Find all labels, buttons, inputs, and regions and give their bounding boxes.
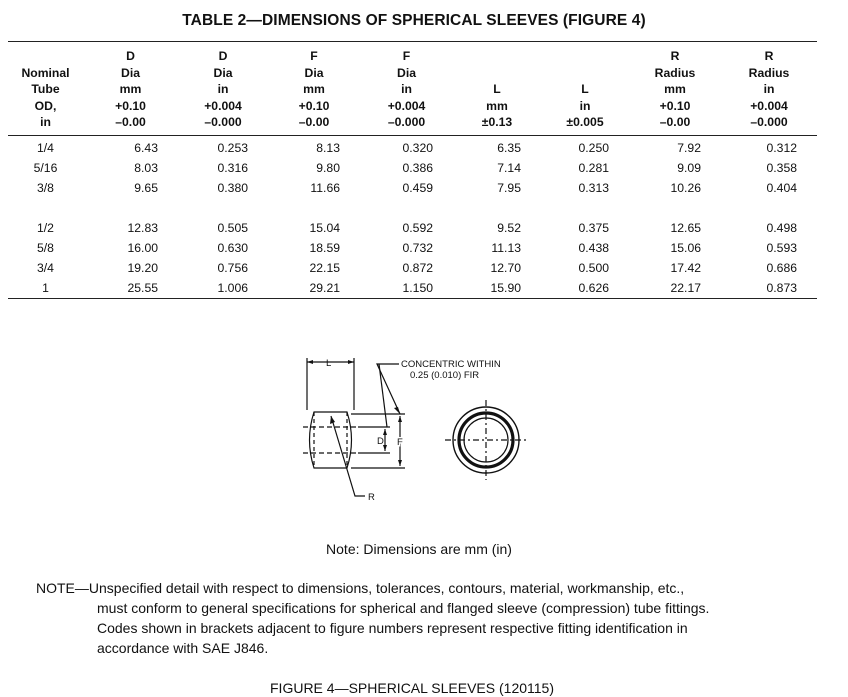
column-header-line: L [581,82,589,96]
dimension-cell: 8.03 [134,160,158,175]
column-header-line: Radius [654,65,696,80]
table-row [8,278,817,299]
concentric-text-line1: CONCENTRIC WITHIN [401,359,501,370]
table-row [8,238,817,258]
column-header-line: +0.10 [115,98,146,113]
l-arrowhead-right [348,360,354,364]
tube-size-cell: 1/4 [37,140,54,155]
column-header-line: –0.00 [298,115,330,129]
figure-caption: FIGURE 4—SPHERICAL SLEEVES (120115) [270,680,554,696]
column-header-line: in [401,82,412,96]
f-arrowhead-bottom [398,460,402,466]
concentric-leader-inner [379,364,387,427]
dimension-cell: 0.626 [578,280,609,295]
label-f: F [397,437,403,448]
label-r: R [368,492,375,503]
dimension-cell: 0.386 [402,160,433,175]
dimension-cell: 25.55 [127,280,158,295]
dimension-cell: 0.498 [766,220,797,235]
dimension-cell: 16.00 [127,240,158,255]
dimension-cell: 6.43 [134,140,158,155]
column-header-line: mm [486,98,508,113]
dimension-cell: 0.313 [578,180,609,195]
column-header-line: Nominal [21,65,70,80]
column-header-line: F [310,49,318,63]
column-header-line: +0.004 [204,98,242,113]
dimension-cell: 0.505 [217,220,248,235]
dimensions-table [8,41,817,299]
dimension-cell: 0.375 [578,220,609,235]
column-header-line: +0.004 [750,98,788,113]
dimension-cell: 11.66 [310,180,340,195]
column-header-line: –0.000 [204,115,242,129]
column-header-line: +0.10 [659,98,691,113]
dimension-cell: 15.04 [309,220,340,235]
column-header [453,42,541,136]
group-spacer-cell [8,198,817,218]
f-arrowhead-top [398,416,402,422]
column-header [83,42,178,136]
column-header-line: Dia [304,65,324,80]
table-title: TABLE 2—DIMENSIONS OF SPHERICAL SLEEVES (FIGURE 4) [182,12,646,29]
spherical-sleeve-figure [295,350,545,510]
column-header [268,42,360,136]
column-header-line: +0.10 [298,98,330,113]
tube-size-cell: 3/4 [37,260,54,275]
label-l: L [326,358,332,369]
column-header-line: L [493,82,501,96]
dimension-cell: 22.15 [309,260,340,275]
column-header-line: –0.00 [115,115,146,129]
table-body [8,135,817,298]
general-note [36,578,833,658]
table-row [8,158,817,178]
dimension-cell: 15.90 [490,280,521,295]
dimension-cell: 0.404 [766,180,797,195]
dimension-cell: 6.35 [497,140,521,155]
dimension-cell: 0.592 [402,220,433,235]
dimension-cell: 0.380 [217,180,248,195]
general-note-line: Codes shown in brackets adjacent to figure numbers represent respective fitting identification in [97,620,688,636]
general-note-line: accordance with SAE J846. [97,640,269,656]
column-header [721,42,817,136]
dimension-cell: 9.80 [316,160,340,175]
dimension-cell: 19.20 [127,260,158,275]
dimension-cell: 0.756 [217,260,248,275]
dimension-cell: 10.26 [670,180,701,195]
label-d: D [377,436,384,447]
column-header-line: –0.000 [387,115,426,129]
dimension-cell: 0.250 [578,140,609,155]
column-header-line: F [402,49,411,63]
dimension-cell: 9.52 [497,220,521,235]
tube-size-cell: 1/2 [37,220,54,235]
dimension-cell: 0.630 [217,240,248,255]
column-header-line: Dia [397,65,416,80]
dimension-cell: 17.42 [670,260,701,275]
column-header [541,42,629,136]
column-header-line: –0.000 [750,115,788,129]
column-header-line: in [763,82,775,96]
column-header-line: R [764,49,774,63]
dimension-cell: 0.686 [766,260,797,275]
dimension-cell: 0.593 [766,240,797,255]
dimension-cell: 8.13 [316,140,340,155]
dimension-cell: 29.21 [309,280,340,295]
table-row [8,135,817,158]
tube-size-cell: 5/8 [37,240,54,255]
column-header-line: mm [303,82,325,96]
dimension-cell: 1.006 [217,280,248,295]
column-header [178,42,268,136]
tube-size-cell: 3/8 [37,180,54,195]
dimension-cell: 15.06 [670,240,701,255]
dimension-cell: 12.83 [127,220,158,235]
column-header-line: OD, [34,98,57,113]
concentric-text-line2: 0.25 (0.010) FIR [410,370,480,381]
dimension-cell: 7.14 [497,160,521,175]
radius-leader [331,416,365,496]
column-header-line: D [218,49,228,63]
column-header-line: ±0.005 [566,115,604,129]
dimension-cell: 22.17 [670,280,701,295]
dimension-cell: 0.358 [766,160,797,175]
dimension-cell: 11.13 [491,240,521,255]
dimension-cell: 1.150 [402,280,433,295]
column-header-line: Dia [121,65,140,80]
table-row [8,218,817,238]
column-header-line: in [217,82,229,96]
dimension-cell: 0.253 [217,140,248,155]
column-header [360,42,453,136]
dimension-cell: 12.65 [670,220,701,235]
column-header-line: +0.004 [387,98,426,113]
group-spacer-row [8,198,817,218]
column-header-line: ±0.13 [481,115,513,129]
column-header-line: Dia [213,65,233,80]
dimension-cell: 7.92 [677,140,701,155]
d-arrowhead-top [383,429,387,435]
table-row [8,178,817,198]
column-header-line: R [670,49,680,63]
dimensions-note: Note: Dimensions are mm (in) [326,541,512,557]
table-header-row [8,42,817,136]
dimension-cell: 12.70 [490,260,521,275]
dimension-cell: 0.459 [402,180,433,195]
dimension-cell: 0.873 [766,280,797,295]
column-header-line: D [126,49,135,63]
dimension-cell: 0.872 [402,260,433,275]
dimension-cell: 0.732 [402,240,433,255]
table-row [8,258,817,278]
tube-size-cell: 1 [42,280,49,295]
column-header [629,42,721,136]
dimension-cell: 0.438 [578,240,609,255]
dimension-cell: 9.65 [134,180,158,195]
dimension-cell: 7.95 [497,180,521,195]
column-header [8,42,83,136]
column-header-line: mm [664,82,686,96]
column-header-line: in [40,115,51,129]
column-header-line: Tube [31,82,60,96]
general-note-line: NOTE—Unspecified detail with respect to dimensions, tolerances, contours, material, workmanship, etc., [36,580,685,596]
dimension-cell: 18.59 [309,240,340,255]
concentric-arrowhead [394,407,400,414]
tube-size-cell: 5/16 [33,160,58,175]
dimension-cell: 0.500 [578,260,609,275]
column-header-line: Radius [748,65,790,80]
dimension-cell: 9.09 [677,160,701,175]
general-note-line: must conform to general specifications for spherical and flanged sleeve (compression) tube fittings. [97,600,710,616]
column-header-line: –0.00 [659,115,691,129]
dimension-cell: 0.320 [402,140,433,155]
dimension-cell: 0.312 [766,140,797,155]
l-arrowhead-left [307,360,313,364]
dimension-cell: 0.316 [217,160,248,175]
column-header-line: mm [119,82,142,96]
dimension-cell: 0.281 [578,160,609,175]
column-header-line: in [579,98,591,113]
